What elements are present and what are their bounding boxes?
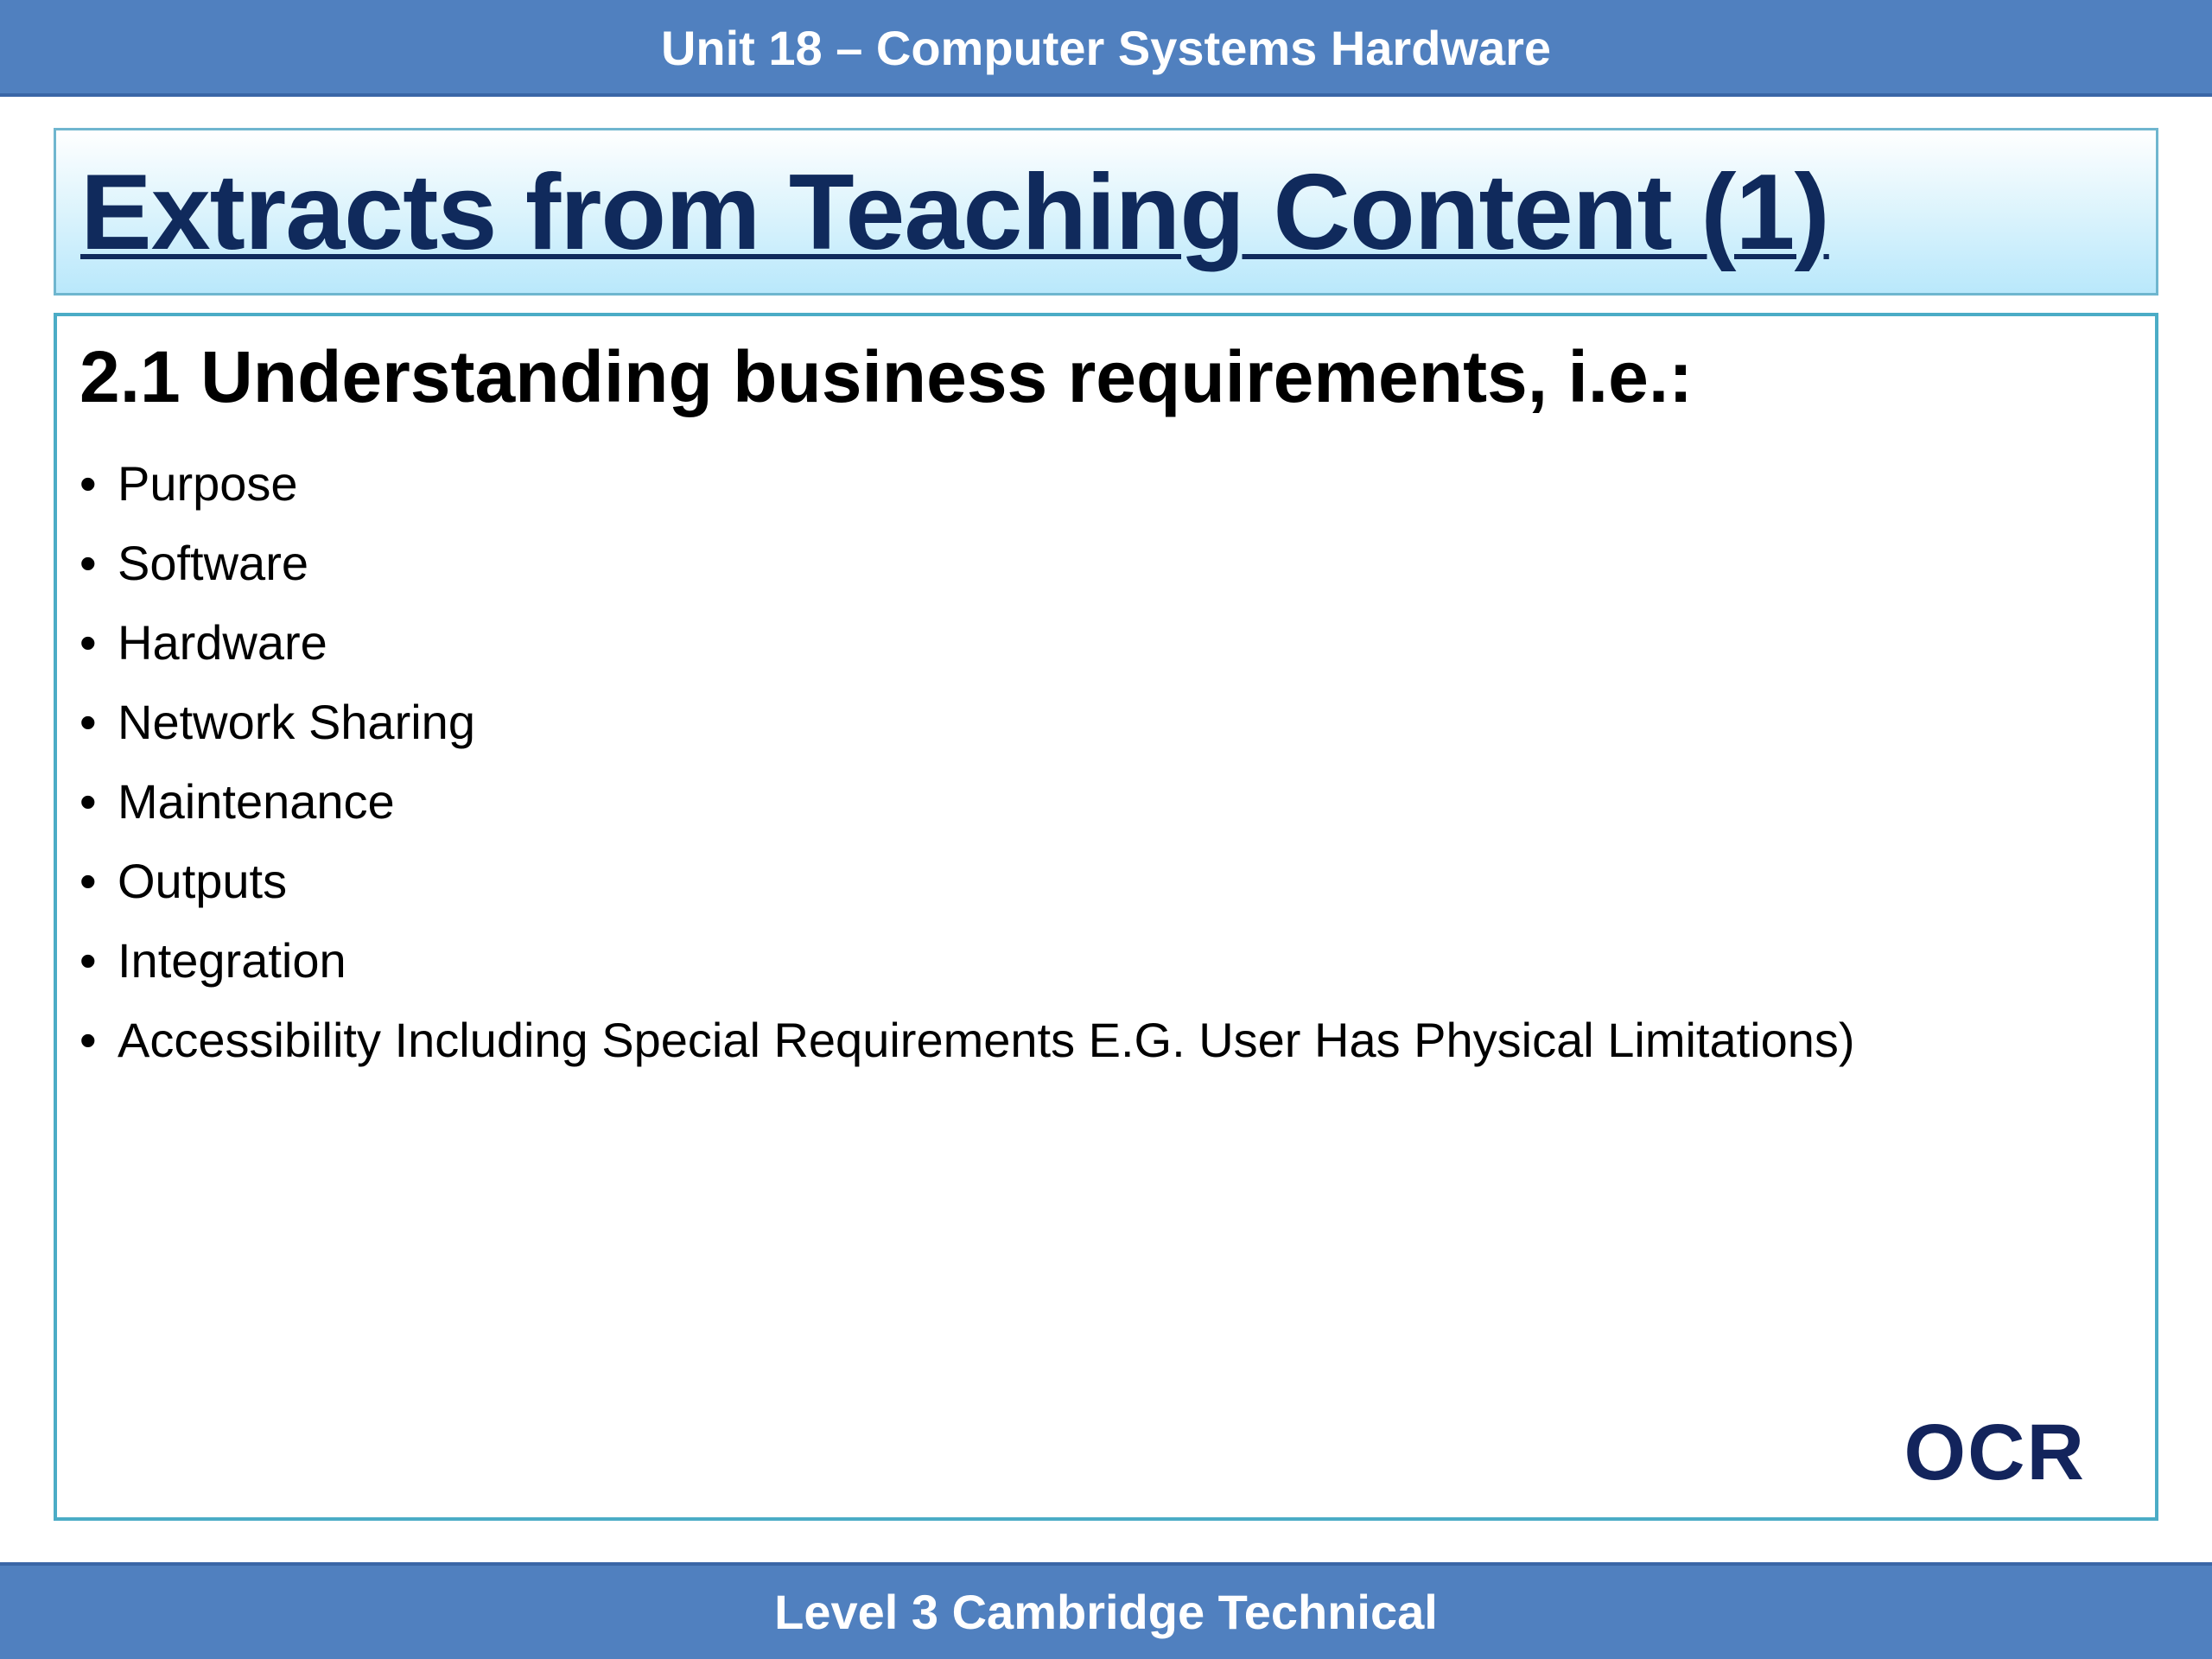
slide-title: Extracts from Teaching Content (1) bbox=[80, 153, 1829, 272]
list-item-text: Integration bbox=[118, 933, 346, 988]
bullet-icon: • bbox=[79, 536, 97, 590]
bullet-icon: • bbox=[79, 695, 97, 749]
list-item bbox=[79, 921, 1855, 1001]
list-item-text: Hardware bbox=[118, 615, 327, 670]
list-item bbox=[79, 524, 1855, 603]
list-item bbox=[79, 1001, 1855, 1080]
list-item-text: Software bbox=[118, 536, 308, 590]
list-item bbox=[79, 762, 1855, 842]
slide-title-box bbox=[54, 128, 2158, 296]
footer-bar bbox=[0, 1562, 2212, 1659]
list-item bbox=[79, 842, 1855, 921]
bullet-icon: • bbox=[79, 456, 97, 511]
list-item-text: Purpose bbox=[118, 456, 298, 511]
content-panel bbox=[54, 313, 2158, 1521]
ocr-logo: OCR bbox=[1904, 1408, 2086, 1497]
unit-title: Unit 18 – Computer Systems Hardware bbox=[660, 21, 1552, 75]
list-item bbox=[79, 683, 1855, 762]
header-bar bbox=[0, 0, 2212, 97]
bullet-icon: • bbox=[79, 615, 97, 670]
list-item-text: Outputs bbox=[118, 854, 288, 908]
list-item-text: Maintenance bbox=[118, 774, 395, 829]
section-heading: 2.1 Understanding business requirements, i.e.: bbox=[79, 336, 1694, 417]
list-item-text: Accessibility Including Special Requirements E.G. User Has Physical Limitations) bbox=[118, 1013, 1855, 1067]
bullet-icon: • bbox=[79, 854, 97, 908]
list-item bbox=[79, 603, 1855, 683]
list-item-text: Network Sharing bbox=[118, 695, 475, 749]
bullet-icon: • bbox=[79, 1013, 97, 1067]
bullet-icon: • bbox=[79, 774, 97, 829]
list-item bbox=[79, 444, 1855, 524]
bullet-icon: • bbox=[79, 933, 97, 988]
qualification-label: Level 3 Cambridge Technical bbox=[774, 1585, 1438, 1639]
bullet-list bbox=[79, 444, 1855, 1080]
